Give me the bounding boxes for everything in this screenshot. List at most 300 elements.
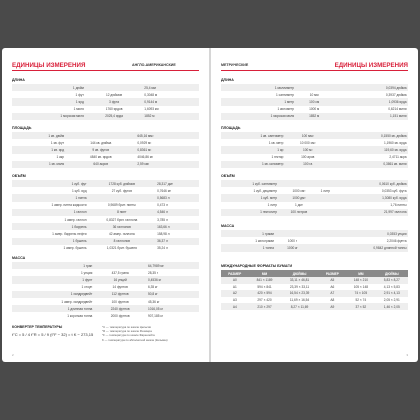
table-cell: 52 × 74 [355,298,367,303]
table-cell: 1 гектолитр [221,209,279,216]
temperature-legend-line: °C — температура по шкале Цельсия [102,325,151,329]
table-cell: 1 тонна [221,244,275,251]
table-cell: 10 000 см² [299,140,316,145]
right-page-title: ЕДИНИЦЫ ИЗМЕРЕНИЯ [334,62,408,69]
table-row [12,312,199,319]
table-row [12,284,199,291]
table-cell: 1 грамм [221,230,275,237]
table-cell: 100 см [296,98,333,105]
table-cell [192,262,199,269]
table-cell: 2240 фунтов [94,305,147,312]
table-cell [193,245,199,252]
table-cell: 4,546 л [156,209,193,216]
table-cell: 1 короткая тонна [67,313,93,318]
table-cell: 16 унций [94,276,147,283]
table-row [221,303,408,310]
table-row [221,187,408,194]
table-cell [330,161,337,168]
table-cell: 8 галлонов [88,238,156,245]
table-cell: 1 хандредвейт [12,291,94,298]
table-row [12,161,199,168]
table-cell [190,132,199,139]
table-row [12,298,199,305]
table-cell: 16,54 × 23,39 [281,290,319,297]
table-row [12,223,199,230]
table-cell: 1 ар [221,146,285,153]
table-cell: 1 амер. пинта жидкости [51,203,87,208]
table-cell: 0,5683 л [156,194,193,201]
table-cell [191,106,199,113]
table-row [12,238,199,245]
table-cell: А9 [319,303,347,310]
table-cell: 841 × 1189 [249,277,281,284]
temperature-legend [102,325,168,342]
left-length-title: ДЛИНА [12,78,25,82]
table-cell: 4046,86 м² [137,155,154,160]
table-cell [94,262,147,269]
temperature-legend-line: K — температура по абсолютной шкале (Кельвин) [102,337,168,342]
table-row [12,209,199,216]
table-row [221,91,408,98]
table-cell: 2,59 км² [136,161,191,168]
table-cell: 1 метр [221,98,296,105]
table-cell [279,180,320,187]
table-cell: 100 мм² [285,132,331,139]
table-cell: 100 м² [285,146,331,153]
table-row [12,305,199,312]
table-cell: 1760 ярдов [105,107,123,112]
table-cell: 2000 фунтов [110,313,130,318]
left-page-title: ЕДИНИЦЫ ИЗМЕРЕНИЯ [12,62,86,69]
table-row [221,194,408,201]
table-cell [333,113,341,120]
right-page [211,48,418,362]
table-cell: 1000 кг [275,244,309,251]
table-row [221,290,408,297]
table-cell: 1,0936 ярда [341,98,408,105]
table-cell: 1852 м [143,113,191,120]
table-cell: 105 × 148 [353,284,368,289]
right-volume-title: ОБЪЁМ [221,174,235,178]
table-row [221,244,408,251]
left-page-subtitle: АНГЛО-АМЕРИКАНСКИЕ [132,63,176,67]
table-cell: 119,60 кв. ярда [338,146,408,153]
table-cell [191,113,199,120]
table-cell: А0 [221,277,249,284]
table-cell: 1,6093 км [144,107,159,112]
table-cell [66,132,136,139]
table-cell [193,223,199,230]
table-cell: 1 ярд [12,98,85,105]
table-row [221,113,408,120]
table-cell: 158,98 л [157,231,170,236]
left-mass-title: МАССА [12,256,26,260]
table-cell: 35,24 л [157,246,168,251]
table-cell: 100 га [285,161,331,168]
table-row [12,202,199,209]
table-cell [193,230,199,237]
table-cell: 1 стоун [81,285,93,290]
table-cell: 2,2046 фунта [386,238,407,243]
table-cell: 1 амер. галлон [64,217,87,222]
table-cell [319,180,345,187]
table-cell: 1 длинная тонна [12,305,94,312]
table-row [12,139,199,146]
paper-header-cell: ДЮЙМЫ [376,270,408,277]
table-cell: 1 амер. хандредвейт [61,299,93,304]
table-cell [190,139,199,146]
table-cell: 14 фунтов [112,285,128,290]
table-row [12,245,199,252]
table-cell: 1,1960 кв. ярда [383,140,407,145]
table-cell: 1,46 × 2,05 [376,303,408,310]
table-row [12,276,199,283]
table-cell: 1 унция [80,270,93,275]
table-cell: 210 × 297 [249,303,281,310]
table-cell: 1 кв. километр [221,161,285,168]
table-cell: 0,9144 м [143,98,191,105]
table-row [221,106,408,113]
notebook-spread [2,48,418,362]
left-area-table [12,132,199,168]
table-cell: 907,185 кг [147,313,163,318]
table-cell: 8,27 × 11,69 [281,303,319,310]
left-page [2,48,209,362]
table-cell: 1,0321 брит. бушеля [106,246,137,251]
left-volume-title: ОБЪЁМ [12,174,26,178]
table-cell: 100 аров [301,155,315,160]
table-row [12,187,199,194]
table-row [221,139,408,146]
table-row [221,277,408,284]
table-cell: 2,4711 акра [389,155,407,160]
table-cell [85,84,142,91]
table-row [12,91,199,98]
table-cell [330,139,337,146]
table-cell: 36 галлонов [88,223,156,230]
paper-header-row [221,270,408,277]
table-cell [330,146,337,153]
table-cell [88,194,156,201]
table-row [12,216,199,223]
table-cell [192,269,199,276]
table-row [221,209,408,216]
table-cell [191,84,199,91]
table-row [12,269,199,276]
table-cell [275,230,309,237]
table-cell: 1 фунт [12,276,94,283]
table-cell [193,194,199,201]
right-length-table [221,84,408,120]
table-cell: 163,66 л [156,223,193,230]
right-length-title: ДЛИНА [221,78,234,82]
table-row [221,146,408,153]
table-cell: 1 кв. дюйм [12,132,66,139]
table-cell: 1 миллиметр [221,84,296,91]
left-volume-table [12,180,199,252]
right-mass-title: МАССА [221,224,235,228]
table-cell [296,84,333,91]
table-row [12,132,199,139]
table-cell: 1 килограмм [255,238,274,243]
table-cell: 0,473 л [157,203,168,208]
paper-header-cell: РАЗМЕР [319,270,347,277]
table-cell [192,305,199,312]
table-cell: 1 кв. фут [50,140,65,145]
table-cell: 1 фут [75,92,84,97]
table-cell: 144 кв. дюйма [90,140,112,145]
table-cell: 36,37 л [156,238,193,245]
right-title-rule [221,70,408,71]
table-row [221,154,408,161]
right-area-title: ПЛОЩАДЬ [221,126,241,130]
table-cell: 0,0394 дюйма [341,84,408,91]
table-cell: 8 пинт [88,209,156,216]
table-cell: 1852 м [296,113,333,120]
table-cell: 1000 см³ [292,188,306,193]
table-cell: 1,151 мили [341,113,408,120]
right-page-subtitle: МЕТРИЧЕСКИЕ [221,63,249,67]
table-cell: 27 куб. футов [111,188,132,193]
table-cell: 1 баррель [12,223,88,230]
table-row [221,230,408,237]
table-cell: 1 галлон [12,209,88,216]
table-cell [309,237,317,244]
table-row [221,161,408,168]
table-row [221,284,408,291]
table-cell: 12 дюймов [105,92,123,97]
table-cell: 1 пинта [12,194,88,201]
table-cell: 1728 куб. дюймов [88,180,156,187]
table-cell: 1000 м [309,107,320,112]
paper-formats-table [221,270,408,310]
table-cell: 1 куб. фут [12,180,88,187]
table-cell: 0,3861 кв. мили [338,161,408,168]
table-row [12,106,199,113]
table-cell: 0,4536 кг [146,276,191,283]
table-cell: 23,39 × 33,11 [289,284,310,289]
table-cell: 1 литр [267,203,278,208]
table-cell [309,244,317,251]
table-cell: 74 × 105 [346,290,376,297]
table-cell: 50,8 кг [146,291,191,298]
table-row [221,202,408,209]
table-cell: 1 куб. дециметр [253,188,278,193]
table-cell [319,194,345,201]
right-area-table [221,132,408,168]
table-cell: 594 × 841 [257,284,272,289]
table-cell: 640 акров [66,161,136,168]
table-row [221,297,408,304]
temperature-formula: t°C = 5 / 4 t°R = 5 / 9 (t°F − 32) = t K − 273,15 [12,332,94,337]
table-row [12,230,199,237]
table-row [221,237,408,244]
table-cell [193,180,199,187]
table-cell: 10 мм [309,92,319,97]
temperature-converter-title: КОНВЕРТЕР ТЕМПЕРАТУРЫ [12,325,63,329]
table-cell: 1 литр [320,188,331,193]
temperature-legend-line: °R — температура по шкале Реомюра [102,329,152,334]
table-cell: 3,785 л [157,217,168,222]
table-cell: 28,317 дм³ [156,180,193,187]
table-row [221,84,408,91]
table-cell [333,98,341,105]
table-cell: 1 сантиметр [275,92,295,97]
table-cell: 1 куб. сантиметр [221,180,279,187]
table-cell: 4840 кв. ярдов [89,155,112,160]
table-row [12,146,199,153]
table-cell: А3 [232,298,237,303]
table-cell: 420 × 594 [249,290,281,297]
table-cell: 1 куб. метр [221,194,279,201]
paper-formats-title: МЕЖДУНАРОДНЫЕ ФОРМАТЫ БУМАГИ [221,264,293,268]
table-cell: 437,5 грана [111,270,129,275]
table-cell: 1000 г [287,238,297,243]
table-cell: А5 [319,277,347,284]
table-cell: 0,9689 брит. пинты [107,203,136,208]
table-cell: 1 морская миля [221,113,296,120]
table-cell: 33,11 × 46,81 [281,277,319,284]
table-cell: А6 [330,284,335,289]
table-cell: 25,4 мм [143,84,191,91]
table-cell: 100 фунтов [111,299,129,304]
table-cell: 3 фута [85,98,142,105]
table-cell: 5,83 × 8,27 [376,277,408,284]
table-cell: А4 [221,303,249,310]
table-cell: 1 кв. сантиметр [221,132,285,139]
table-cell: 1 миля [73,107,84,112]
table-cell: 1 километр [277,107,295,112]
table-cell [190,146,199,153]
table-cell: 21,997 галлона [345,209,408,216]
temperature-legend-line: °F — температура по шкале Фаренгейта [102,333,155,338]
table-cell [191,91,199,98]
table-cell: 1,76 пинты [390,203,407,208]
table-cell: 1 кв. миля [12,161,66,168]
table-cell [191,98,199,105]
table-cell [192,312,199,319]
table-cell [193,202,199,209]
table-row [12,262,199,269]
right-mass-table [221,230,408,252]
table-cell [319,202,345,209]
table-cell: А8 [330,298,335,303]
table-cell: 1 кв. метр [268,140,284,145]
left-area-title: ПЛОЩАДЬ [12,126,32,130]
table-cell: 1016,05 кг [146,305,191,312]
table-row [12,84,199,91]
table-cell: 0,0353 унции [317,230,408,237]
table-cell: 4,13 × 5,83 [383,284,400,289]
table-cell: 100 литров [279,209,320,216]
table-row [12,98,199,105]
paper-header-cell: ДЮЙМЫ [281,270,319,277]
table-cell: 297 × 420 [257,298,272,303]
table-cell: 0,8361 м² [136,146,191,153]
table-row [221,180,408,187]
table-row [12,113,199,120]
table-cell [333,84,341,91]
table-cell: 2025,4 ярда [85,113,142,120]
paper-header-cell: РАЗМЕР [221,270,249,277]
table-cell: 0,3937 дюйма [385,92,407,97]
table-cell: 9 кв. футов [66,146,136,153]
table-cell: 148 × 210 [346,277,376,284]
table-cell [309,230,317,237]
table-cell: 1 амер. баррель нефти [52,231,87,236]
table-cell: А7 [319,290,347,297]
table-cell: 2,91 × 4,13 [376,290,408,297]
table-cell: 0,1550 кв. дюйма [338,132,408,139]
table-cell [190,154,199,161]
table-cell [193,238,199,245]
table-cell [319,209,345,216]
table-row [12,194,199,201]
table-cell: 42 амер. галлона [109,231,135,236]
table-cell: 0,0353 куб. фута [381,188,407,193]
table-cell: 0,6214 мили [388,107,407,112]
table-cell: А1 [232,284,237,289]
table-row [221,98,408,105]
left-title-rule [12,70,199,71]
table-cell: А2 [221,290,249,297]
table-cell: 1 морская миля [12,113,85,120]
table-cell: 0,0929 м² [137,140,152,145]
left-mass-table [12,262,199,320]
table-cell: 1,3080 куб. ярда [345,194,408,201]
table-cell [190,161,199,168]
table-cell: 1 дм³ [294,203,303,208]
right-volume-table [221,180,408,216]
table-cell [193,209,199,216]
table-cell [192,298,199,305]
table-cell [193,216,199,223]
table-cell [333,91,341,98]
table-cell: 1000 дм³ [279,194,320,201]
table-cell: 11,69 × 16,54 [289,298,310,303]
table-cell: 1 акр [56,155,65,160]
table-cell [330,154,337,161]
table-cell [192,291,199,298]
table-cell: 45,36 кг [147,299,160,304]
table-cell: 1 кв. ярд [12,146,66,153]
table-cell: 0,7646 м³ [157,188,171,193]
table-cell [330,132,337,139]
table-cell: 37 × 52 [346,303,376,310]
table-cell: 1 куб. ярд [71,188,87,193]
table-cell: 0,3048 м [144,92,158,97]
table-cell [192,276,199,283]
table-cell: 1 гран [12,262,94,269]
table-row [12,180,199,187]
table-cell: 1 амер. бушель [63,246,87,251]
table-row [12,154,199,161]
table-cell: 64,7989 мг [146,262,191,269]
table-cell [193,187,199,194]
table-row [221,132,408,139]
table-cell: 1 бушель [12,238,88,245]
table-cell: 645,16 мм² [136,132,191,139]
table-cell: 0,9842 длинной тонны [317,244,408,251]
table-cell: 28,35 г [147,270,158,275]
table-cell [333,106,341,113]
paper-header-cell: ММ [249,270,281,277]
table-cell: 112 фунтов [94,291,147,298]
left-page-number: 2 [12,353,14,357]
table-cell: 0,8327 брит. галлона [106,217,138,222]
table-cell: 6,35 кг [147,285,158,290]
left-length-table [12,84,199,120]
